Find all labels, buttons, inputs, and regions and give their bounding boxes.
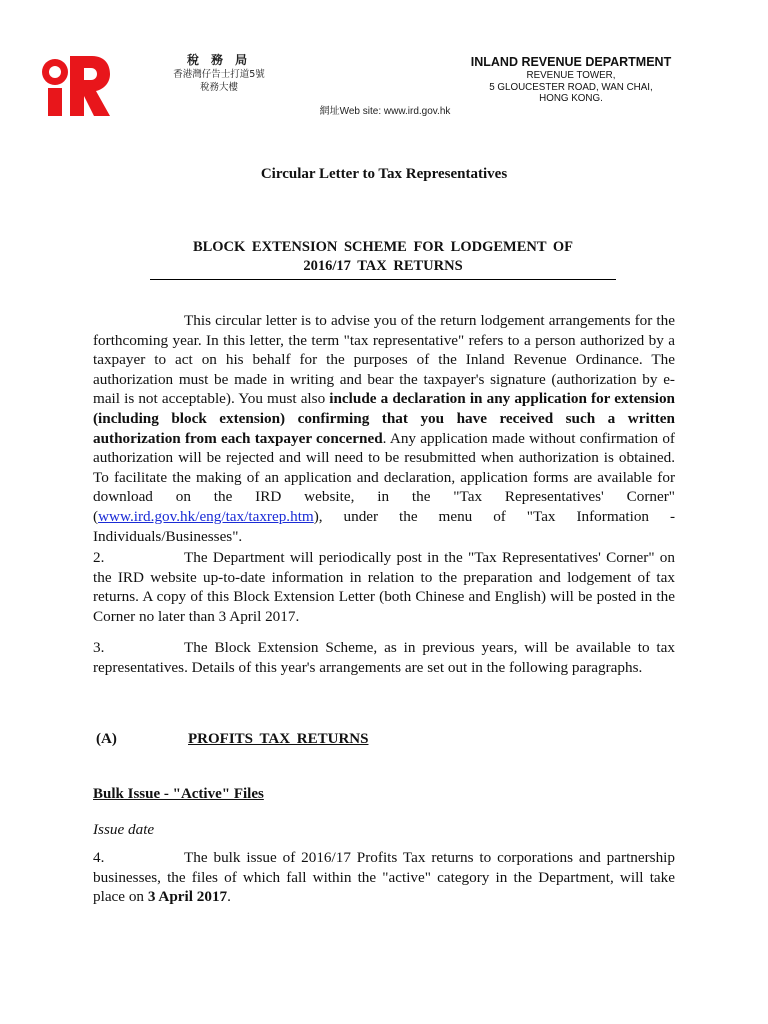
website-zh-label: 網址 — [319, 106, 340, 117]
address-line-3: HONG KONG. — [539, 93, 603, 104]
taxrep-link[interactable]: www.ird.gov.hk/eng/tax/taxrep.htm — [98, 507, 314, 525]
paragraph-2 — [93, 548, 675, 626]
paragraph-4 — [93, 848, 675, 907]
para2-number: 2. — [93, 549, 105, 566]
section-a-label: (A) — [96, 731, 117, 747]
scheme-title — [150, 238, 616, 280]
scheme-title-line-2: 2016/17 TAX RETURNS — [303, 258, 463, 274]
para3-number: 3. — [93, 639, 105, 656]
zh-dept-name: 稅 務 局 — [186, 53, 252, 67]
section-a-title: PROFITS TAX RETURNS — [188, 731, 369, 747]
para4-date: 3 April 2017 — [147, 888, 228, 906]
para1-bold-text: include a declaration in any application for extension (including block extension) confirming that you have received such a written authorization from each taxpayer concerned — [93, 390, 675, 447]
dept-name: INLAND REVENUE DEPARTMENT — [470, 55, 672, 69]
chinese-header — [150, 52, 288, 94]
circular-title: Circular Letter to Tax Representatives — [260, 166, 508, 182]
english-header — [450, 54, 692, 105]
website-url: Web site: www.ird.gov.hk — [339, 106, 451, 117]
paragraph-1 — [93, 311, 675, 546]
bulk-issue-heading: Bulk Issue - "Active" Files — [93, 786, 264, 802]
zh-address-line-2: 稅務大樓 — [199, 82, 238, 93]
para3-text: The Block Extension Scheme, as in previous years, will be available to tax representatives. Details of this year's arrangements are set out in the following paragraphs. — [93, 639, 675, 676]
zh-address-line-1: 香港灣仔告士打道5號 — [173, 69, 265, 80]
para4-text-a: The bulk issue of 2016/17 Profits Tax returns to corporations and partnership businesses, the files of which fall within the "active" category in the Department, will take place on — [93, 849, 675, 906]
address-line-2: 5 GLOUCESTER ROAD, WAN CHAI, — [489, 81, 653, 93]
ird-logo — [40, 52, 112, 118]
para4-number: 4. — [93, 849, 105, 866]
para1-text-a: This circular letter is to advise you of the return lodgement arrangements for the forthcoming year. In this letter, the term "tax representative" refers to a person authorized by a taxpayer to act on his behalf for the purposes of the Inland Revenue Ordinance. The authorization must be made in writing and bear the taxpayer's signature (authorization by e-mail is not acceptable). You must also — [93, 312, 675, 408]
paragraph-3 — [93, 638, 675, 677]
para4-text-b: . — [227, 888, 231, 906]
scheme-title-line-1: BLOCK EXTENSION SCHEME FOR LODGEMENT OF — [192, 239, 574, 255]
para1-text-b: . Any application made without confirmation of authorization will be rejected and will need to be resubmitted when authorization is obtained. To facilitate the making of an application and declaration, application forms are available for download on the IRD website, in the "Tax Representatives' Corner" ( — [93, 429, 675, 525]
para2-text: The Department will periodically post in the "Tax Representatives' Corner" on the IRD website up-to-date information in relation to the preparation and lodgement of tax returns. A copy of this Block Extension Letter (both Chinese and English) will be posted in the Corner no later than 3 April 2017. — [93, 549, 675, 625]
address-line-1: REVENUE TOWER, — [526, 70, 616, 81]
issue-date-heading: Issue date — [93, 821, 155, 838]
website — [300, 102, 470, 117]
para1-text-c: ), under the menu of "Tax Information - Individuals/Businesses". — [93, 507, 675, 545]
